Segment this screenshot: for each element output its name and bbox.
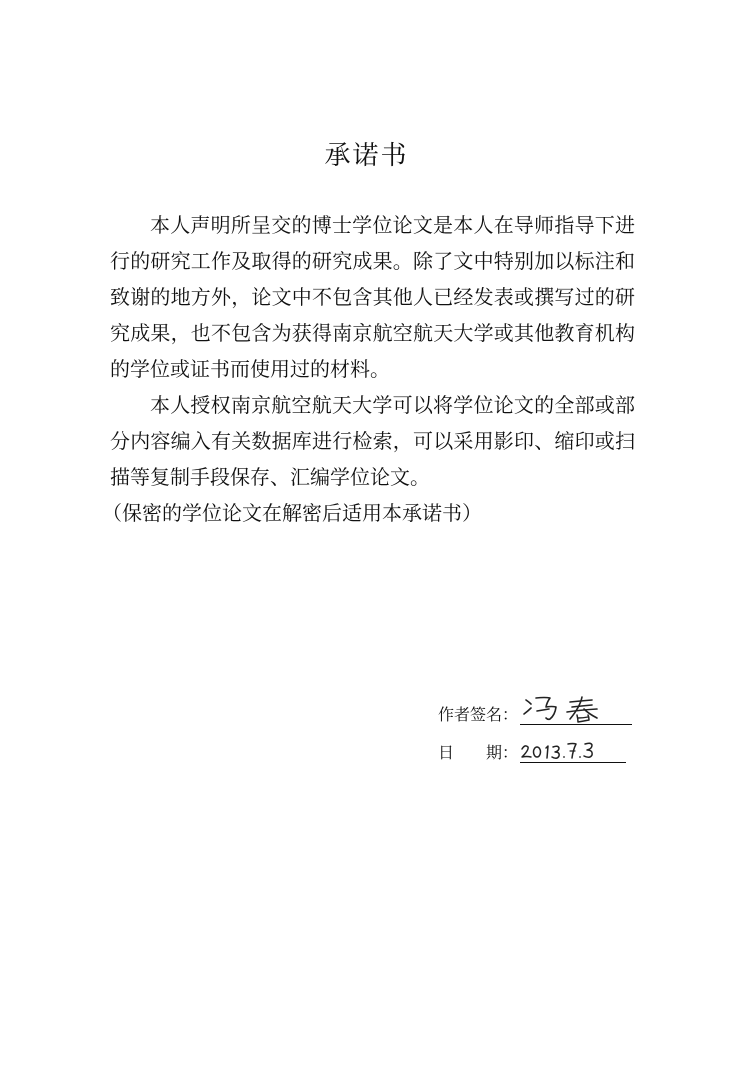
declaration-paragraph: 本人声明所呈交的博士学位论文是本人在导师指导下进行的研究工作及取得的研究成果。除了文中特别加以标注和致谢的地方外，论文中不包含其他人已经发表或撰写过的研究成果，也不包含为获得南京航空航天大学或其他教育机构的学位或证书而使用过的材料。	[110, 213, 635, 381]
date-line	[520, 734, 626, 763]
author-signature-line	[520, 696, 632, 725]
date-label: 日 期：	[438, 743, 519, 762]
date-row	[438, 735, 626, 763]
handwritten-signature	[520, 694, 632, 724]
confidentiality-note: （保密的学位论文在解密后适用本承诺书）	[102, 501, 482, 525]
document-body	[102, 207, 635, 531]
handwritten-date	[520, 736, 626, 762]
document-title: 承诺书	[324, 141, 409, 171]
author-signature-label: 作者签名：	[438, 705, 519, 724]
authorization-paragraph: 本人授权南京航空航天大学可以将学位论文的全部或部分内容编入有关数据库进行检索，可以采用影印、缩印或扫描等复制手段保存、汇编学位论文。	[110, 393, 635, 489]
author-signature-row	[438, 697, 632, 725]
